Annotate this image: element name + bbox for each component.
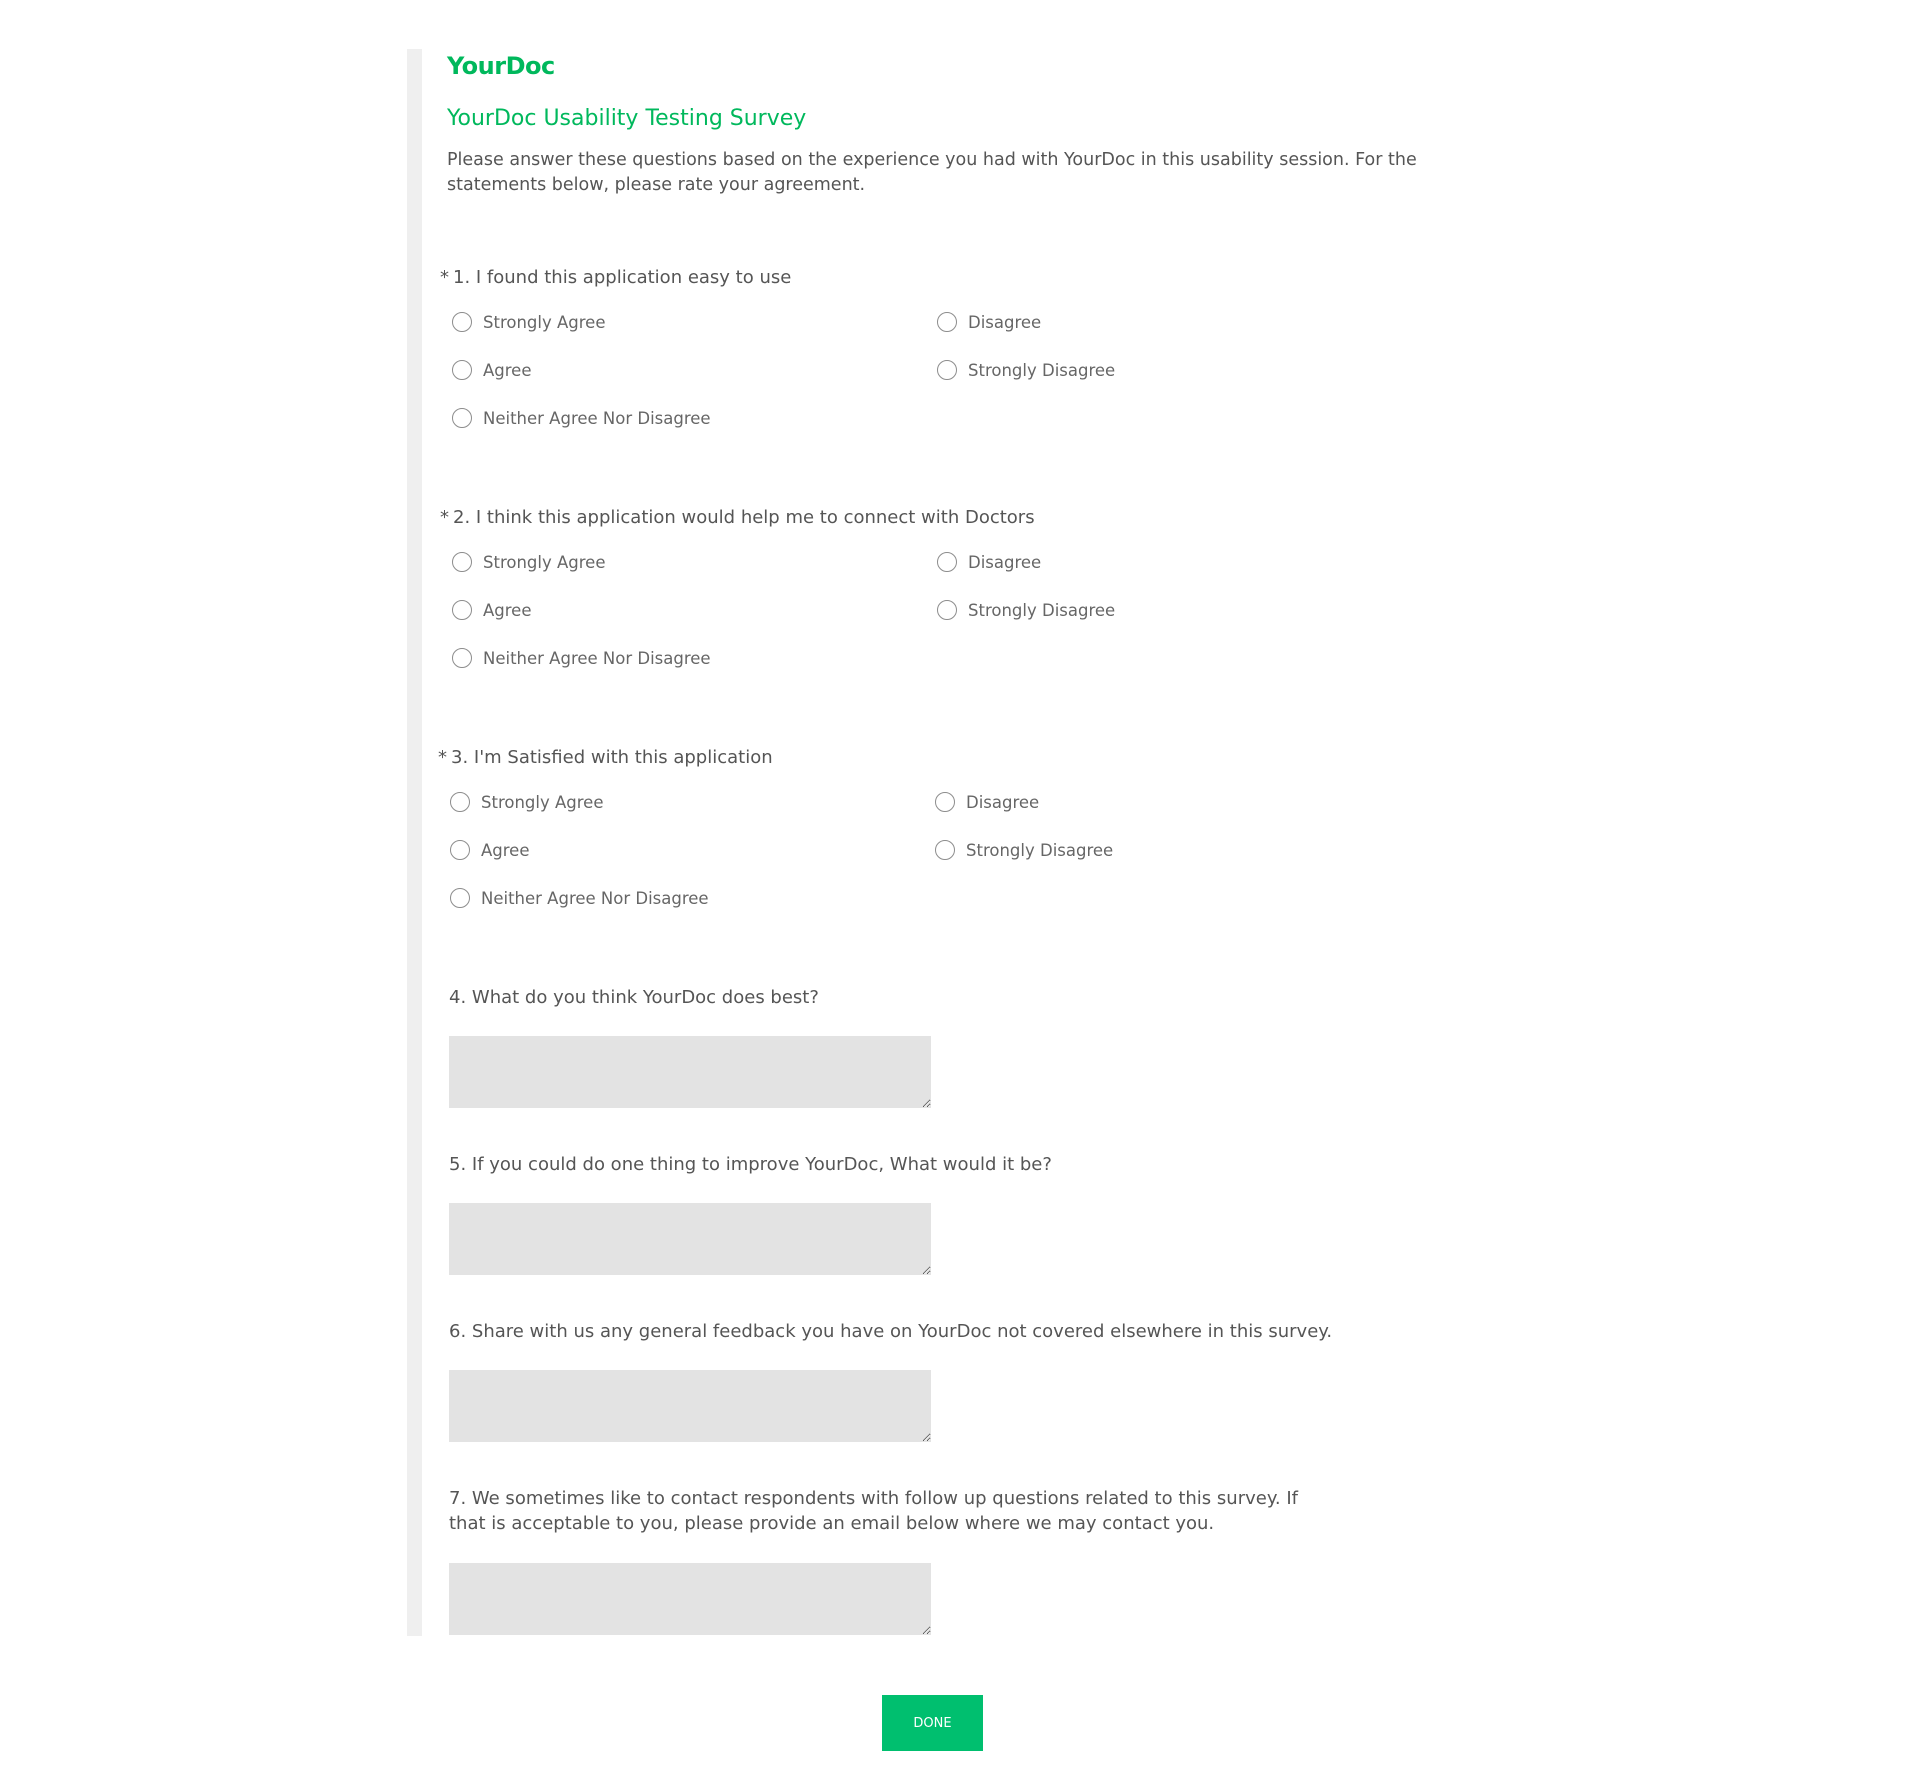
required-mark: *	[440, 507, 449, 528]
question-4	[449, 985, 1449, 1108]
q3-option-strongly-disagree[interactable]: Strongly Disagree	[935, 840, 1113, 860]
q3-option-agree[interactable]: Agree	[450, 840, 530, 860]
question-2-options	[440, 552, 1440, 702]
radio-button[interactable]	[452, 600, 472, 620]
question-6	[449, 1319, 1449, 1442]
question-1	[440, 265, 1440, 462]
question-7-title: 7. We sometimes like to contact respondents with follow up questions related to this survey. If that is acceptable to you, please provide an email below where we may contact you.	[449, 1488, 1298, 1534]
radio-button[interactable]	[452, 408, 472, 428]
radio-button[interactable]	[450, 792, 470, 812]
required-mark: *	[440, 267, 449, 288]
q2-option-disagree[interactable]: Disagree	[937, 552, 1041, 572]
question-2-title	[440, 505, 1440, 530]
radio-button[interactable]	[452, 312, 472, 332]
done-button[interactable]: DONE	[882, 1695, 983, 1751]
question-4-title: 4. What do you think YourDoc does best?	[449, 987, 819, 1008]
question-5-title: 5. If you could do one thing to improve YourDoc, What would it be?	[449, 1154, 1052, 1175]
q1-option-strongly-agree[interactable]: Strongly Agree	[452, 312, 605, 332]
radio-button[interactable]	[937, 360, 957, 380]
q1-option-disagree[interactable]: Disagree	[937, 312, 1041, 332]
question-5-answer-input[interactable]	[449, 1203, 931, 1275]
q2-option-agree[interactable]: Agree	[452, 600, 532, 620]
question-7-email-input[interactable]	[449, 1563, 931, 1635]
q1-option-neither[interactable]: Neither Agree Nor Disagree	[452, 408, 711, 428]
question-1-text: 1. I found this application easy to use	[453, 267, 792, 288]
q3-option-neither[interactable]: Neither Agree Nor Disagree	[450, 888, 709, 908]
question-7	[449, 1486, 1449, 1635]
q2-option-strongly-agree[interactable]: Strongly Agree	[452, 552, 605, 572]
question-4-answer-input[interactable]	[449, 1036, 931, 1108]
radio-button[interactable]	[937, 600, 957, 620]
left-accent-bar	[407, 49, 422, 1636]
q3-option-strongly-agree[interactable]: Strongly Agree	[450, 792, 603, 812]
q1-option-strongly-disagree[interactable]: Strongly Disagree	[937, 360, 1115, 380]
q1-option-agree[interactable]: Agree	[452, 360, 532, 380]
radio-button[interactable]	[935, 840, 955, 860]
radio-button[interactable]	[452, 648, 472, 668]
radio-button[interactable]	[450, 840, 470, 860]
question-1-options	[440, 312, 1440, 462]
question-2	[440, 505, 1440, 702]
radio-button[interactable]	[937, 552, 957, 572]
question-6-title: 6. Share with us any general feedback you have on YourDoc not covered elsewhere in this survey.	[449, 1321, 1333, 1342]
radio-button[interactable]	[450, 888, 470, 908]
radio-button[interactable]	[935, 792, 955, 812]
question-1-title	[440, 265, 1440, 290]
question-3-options	[438, 792, 1438, 942]
q2-option-strongly-disagree[interactable]: Strongly Disagree	[937, 600, 1115, 620]
required-mark: *	[438, 747, 447, 768]
question-3	[438, 745, 1438, 942]
q3-option-disagree[interactable]: Disagree	[935, 792, 1039, 812]
survey-intro: Please answer these questions based on the experience you had with YourDoc in this usability session. For the statements below, please rate your agreement.	[447, 150, 1417, 195]
survey-title: YourDoc Usability Testing Survey	[447, 106, 807, 131]
brand-logo: YourDoc	[447, 52, 555, 80]
question-3-text: 3. I'm Satisfied with this application	[451, 747, 773, 768]
q2-option-neither[interactable]: Neither Agree Nor Disagree	[452, 648, 711, 668]
question-3-title	[438, 745, 1438, 770]
radio-button[interactable]	[452, 552, 472, 572]
question-2-text: 2. I think this application would help me to connect with Doctors	[453, 507, 1035, 528]
question-6-answer-input[interactable]	[449, 1370, 931, 1442]
radio-button[interactable]	[937, 312, 957, 332]
question-5	[449, 1152, 1449, 1275]
radio-button[interactable]	[452, 360, 472, 380]
